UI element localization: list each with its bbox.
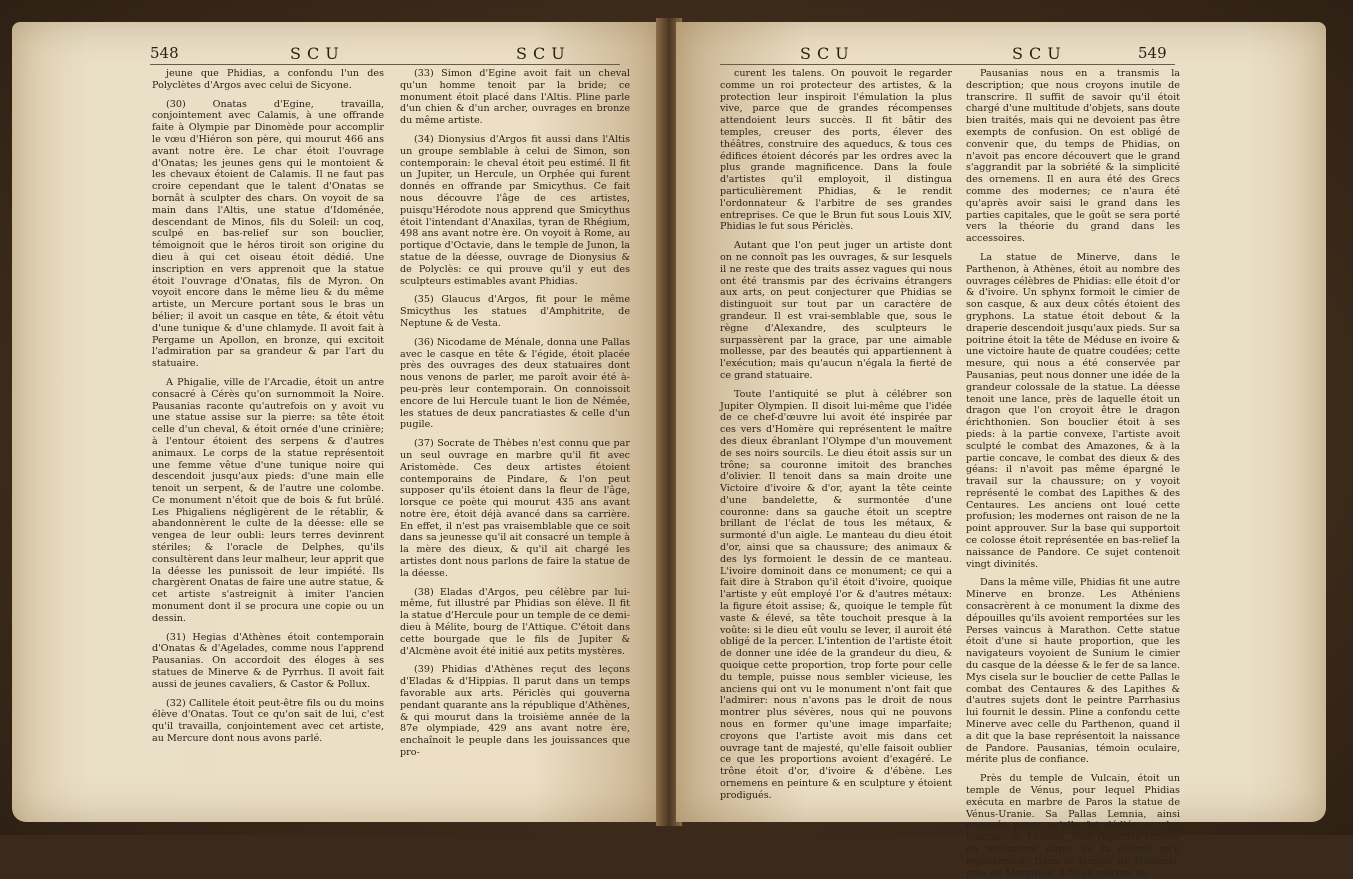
paragraph: curent les talens. On pouvoit le regarder comme un roi protecteur des artistes, & la protection leur inspiroit l'émulation la plus vive, parce que de grandes récompenses attendoient leurs succès. Il fit bâtir des temples, creuser des ports, élever des théâtres, construire des aqueducs, & tous ces édifices étoient décorés par les ordres avec la plus grande magnificence. Dans la foule d'artistes qu'il employoit, il distingua particulièrement Phidias, & le rendit l'ordonnateur & l'arbitre de ses grandes entreprises. Ce que le Brun fut sous Louis XIV, Phidias le fut sous Périclès.: [720, 68, 952, 233]
right-running-head-2: SCU: [1012, 44, 1067, 63]
paragraph: (30) Onatas d'Egine, travailla, conjointement avec Calamis, à une offrande faite à Olympie par Dinomède pour accomplir le vœu d'Hiéron son père, qui mourut 466 ans avant notre ère. Le char étoit l'ouvrage d'Onatas; les jeunes gens qui le montoient & les chevaux étoient de Calamis. Il ne faut pas croire cependant que le talent d'Onatas se bornât à sculpter des chars. On voyoit de sa main dans l'Altis, une statue d'Idoménée, descendant de Minos, fils du Soleil: un coq, sculpé en bas-relief sur son bouclier, témoignoit que le héros tiroit son origine du dieu à qui cet oiseau étoit dédié. Une inscription en vers apprenoit que la statue étoit l'ouvrage d'Onatas, fils de Myron. On voyoit encore dans le même lieu & du même artiste, un Mercure portant sous le bras un bélier; il avoit un casque en tête, & étoit vêtu d'une tunique & d'une chlamyde. Il avoit fait à Pergame un Apollon, en bronze, qui excitoit l'admiration par sa grandeur & par l'art du statuaire.: [152, 98, 384, 370]
paragraph: Pausanias nous en a transmis la description; que nous croyons inutile de transcrire. Il suffit de savoir qu'il étoit chargé d'une multitude d'objets, sans doute bien traités, mais qui ne devoient pas être exempts de confusion. On est obligé de convenir que, du temps de Phidias, on n'avoit pas encore découvert que le grand s'aggrandit par la sobriété & la simplicité des ornemens. Il en aura été des Grecs comme des modernes; ce n'aura été qu'après avoir saisi le grand dans les parties capitales, que le goût se sera porté vers la théorie du grand dans les accessoires.: [966, 68, 1180, 245]
paragraph: (32) Callitele étoit peut-être fils ou du moins élève d'Onatas. Tout ce qu'on sait de lui, c'est qu'il travailla, conjointement avec cet artiste, au Mercure dont nous avons parlé.: [152, 697, 384, 745]
left-header-rule: [150, 64, 620, 65]
left-running-head-2: SCU: [516, 44, 571, 63]
paragraph: (36) Nicodame de Ménale, donna une Pallas avec le casque en tête & l'égide, étoit placée près des ouvrages des deux statuaires dont nous venons de parler, me paroît avoir été à-peu-près leur contemporain. On connoissoit encore de lui Hercule tuant le lion de Némée, les statues de deux pancratiastes & celle d'un pugile.: [400, 336, 630, 431]
right-column-2: [966, 68, 1180, 879]
paragraph: Dans la même ville, Phidias fit une autre Minerve en bronze. Les Athéniens consacrèrent à ce monument la dixme des dépouilles qu'ils avoient remportées sur les Perses vaincus à Marathon. Cette statue étoit d'une si haute proportion, que les navigateurs voyoient de Sunium le cimier du casque de la déesse & le fer de sa lance. Mys cisela sur le bouclier de cette Pallas le combat des Centaures & des Lapithes & d'autres sujets dont le peintre Parrhasius lui fournit le dessin. Pline a confondu cette Minerve avec celle du Parthenon, quand il a dit que la base représentoit la naissance de Pandore. Pausanias, témoin oculaire, mérite plus de confiance.: [966, 577, 1180, 766]
left-column-1: [152, 68, 384, 788]
left-page-number: 548: [150, 44, 179, 62]
right-running-head: SCU: [800, 44, 855, 63]
right-header-rule: [720, 64, 1175, 65]
paragraph: (37) Socrate de Thèbes n'est connu que par un seul ouvrage en marbre qu'il fit avec Aristomède. Ces deux artistes étoient contemporains de Pindare, & l'on peut supposer qu'ils étoient dans la fleur de l'âge, lorsque ce poète qui mourut 435 ans avant notre ère, étoit déjà avancé dans sa carrière. En effet, il n'est pas vraisemblable que ce soit dans sa jeunesse qu'il ait consacré un temple à la mère des dieux, & qu'il ait chargé les artistes dont nous parlons de faire la statue de la déesse.: [400, 438, 630, 579]
paragraph: La statue de Minerve, dans le Parthenon, à Athènes, étoit au nombre des ouvrages célèbres de Phidias: elle étoit d'or & d'ivoire. Un sphynx formoit le cimier de son casque, & aux deux côtés étoient des gryphons. La statue étoit debout & la draperie descendoit jusqu'aux pieds. Sur sa poitrine étoit la tête de Méduse en ivoire & une victoire haute de quatre coudées; cette mesure, qui nous a été conservée par Pausanias, peut nous donner une idée de la grandeur colossale de la statue. La déesse tenoit une lance, près de laquelle étoit un dragon que l'on croyoit être le dragon érichthonien. Son bouclier étoit à ses pieds: à la partie convexe, l'artiste avoit sculpté le combat des Amazones, & à la partie concave, le combat des dieux & des géans: il n'avoit pas même épargné le travail sur la chaussure; on y voyoit représenté le combat des Lapithes & des Centaures. Les anciens ont loué cette profusion; les modernes ont raison de ne la point approuver. Sur la base qui supportoit ce colosse étoit représentée en bas-relief la naissance de Pandore. Ce sujet contenoit vingt divinités.: [966, 251, 1180, 570]
paragraph: (34) Dionysius d'Argos fit aussi dans l'Altis un groupe semblable à celui de Simon, son contemporain: le cheval étoit peu estimé. Il fit un Jupiter, un Hercule, un Orphée qui furent donnés en offrande par Smicythus. Ce fait nous découvre l'âge de ces artistes, puisqu'Hérodote nous apprend que Smicythus étoit l'intendant d'Anaxilas, tyran de Rhégium, 498 ans avant notre ère. On voyoit à Rome, au portique d'Octavie, dans le temple de Junon, la statue de la déesse, ouvrage de Dionysius & de Polyclès: ce qui prouve qu'il y eut des sculpteurs estimables avant Phidias.: [400, 133, 630, 287]
paragraph: Toute l'antiquité se plut à célébrer son Jupiter Olympien. Il disoit lui-même que l'idée de ce chef-d'œuvre lui avoit été inspirée par ces vers d'Homère qui représentent le maître des dieux ébranlant l'Olympe d'un mouvement de ses noirs sourcils. Le dieu étoit assis sur un trône; sa couronne imitoit des branches d'olivier. Il tenoit dans sa main droite une Victoire d'ivoire & d'or, ayant la tête ceinte d'une bandelette, & surmontée d'une couronne: dans sa gauche étoit un sceptre brillant de l'éclat de tous les métaux, & surmonté d'un aigle. Le manteau du dieu étoit d'or, ainsi que sa chaussure; des animaux & des lys formoient le dessin de ce manteau. L'ivoire dominoit dans ce monument; ce qui a fait dire à Strabon qu'il étoit d'ivoire, quoique l'artiste y eût employé l'or & d'autres métaux: la figure étoit assise; &, quoique le temple fût vaste & élevé, sa tête touchoit presque à la voûte: si le dieu eût voulu se lever, il auroit été obligé de la percer. L'intention de l'artiste étoit de donner une idée de la grandeur du dieu, & quoique cette proportion, trop forte pour celle du temple, puisse nous sembler vicieuse, les anciens qui ont vu le monument n'ont fait que l'admirer: nous n'avons pas le droit de nous montrer plus sévères, nous qui ne pouvons nous en former qu'une image imparfaite; croyons que l'artiste avoit mis dans cet ouvrage tant de majesté, qu'elle faisoit oublier ce que les proportions avoient d'exagéré. Le trône étoit d'or, d'ivoire & d'ébène. Les ornemens en peinture & en sculpture y étoient prodigués.: [720, 388, 952, 801]
paragraph: Autant que l'on peut juger un artiste dont on ne connoît pas les ouvrages, & sur lesquels il ne reste que des traits assez vagues qui nous ont été transmis par des écrivains étrangers aux arts, on peut conjecturer que Phidias se distinguoit sur tout par un caractère de grandeur. Il est vrai-semblable que, sous le règne d'Alexandre, des sculpteurs le surpassèrent par la grace, par une aimable mollesse, par des beautés qui appartiennent à l'exécution; mais qu'aucun n'égala la fierté de ce grand statuaire.: [720, 240, 952, 381]
paragraph: (39) Phidias d'Athènes reçut des leçons d'Eladas & d'Hippias. Il parut dans un temps favorable aux arts. Périclès qui gouverna pendant quarante ans la république d'Athènes, & qui mourut dans la troisième année de la 87e olympiade, 429 ans avant notre ère, enchaînoit le peuple dans les jouissances que pro-: [400, 664, 630, 759]
left-column-2: [400, 68, 630, 788]
paragraph: (35) Glaucus d'Argos, fit pour le même Smicythus les statues d'Amphitrite, de Neptune & de Vesta.: [400, 294, 630, 329]
paragraph: (33) Simon d'Egine avoit fait un cheval qu'un homme tenoit par la bride; ce monument étoit placé dans l'Altis. Pline parle d'un chien & d'un archer, ouvrages en bronze du même artiste.: [400, 68, 630, 127]
paragraph: (31) Hegias d'Athènes étoit contemporain d'Onatas & d'Agelades, comme nous l'apprend Pausanias. On accordoit des éloges à ses statues de Minerve & de Pyrrhus. Il avoit fait aussi de jeunes cavaliers, & Castor & Pollux.: [152, 631, 384, 690]
paragraph: jeune que Phidias, a confondu l'un des Polyclètes d'Argos avec celui de Sicyone.: [152, 68, 384, 91]
right-page-number: 549: [1138, 44, 1167, 62]
paragraph: Près du temple de Vulcain, étoit un temple de Vénus, pour lequel Phidias exécuta en marbre de Paros la statue de Vénus-Uranie. Sa Pallas Lemnia, ainsi nommée parce qu'elle fut dédiée par les habitans de Lemnos, étoit regardée comme un monument digne de la déesse qu'il représentoit. Dans le temple de Némésis, près de Marathon, il fit en marbre de: [966, 773, 1180, 879]
paragraph: (38) Eladas d'Argos, peu célèbre par lui-même, fut illustré par Phidias son élève. Il fit la statue d'Hercule pour un temple de ce demi-dieu à Mélite, bourg de l'Attique. C'étoit dans cette bourgade que le fils de Jupiter & d'Alcmène avoit été initié aux petits mystères.: [400, 586, 630, 657]
left-running-head: SCU: [290, 44, 345, 63]
paragraph: A Phigalie, ville de l'Arcadie, étoit un antre consacré à Cérès qu'on surnommoit la Noire. Pausanias raconte qu'autrefois on y avoit vu une statue assise sur la pierre: sa tête étoit celle d'un cheval, & étoit ornée d'une crinière; à l'entour étoient des serpens & d'autres animaux. Le corps de la statue représentoit une femme vêtue d'une tunique noire qui descendoit jusqu'aux pieds: d'une main elle tenoit un serpent, & de l'autre une colombe. Ce monument n'étoit que de bois & fut brûlé. Les Phigaliens négligèrent de le rétablir, & abandonnèrent le culte de la déesse: elle se vengea de leur oubli: leurs terres devinrent stériles; & l'oracle de Delphes, qu'ils consultèrent dans leur malheur, leur apprit que la déesse les punissoit de leur impiété. Ils chargèrent Onatas de faire une autre statue, & cet artiste s'astreignit à imiter l'ancien monument dont il se procura une copie ou un dessin.: [152, 376, 384, 624]
right-column-1: [720, 68, 952, 801]
